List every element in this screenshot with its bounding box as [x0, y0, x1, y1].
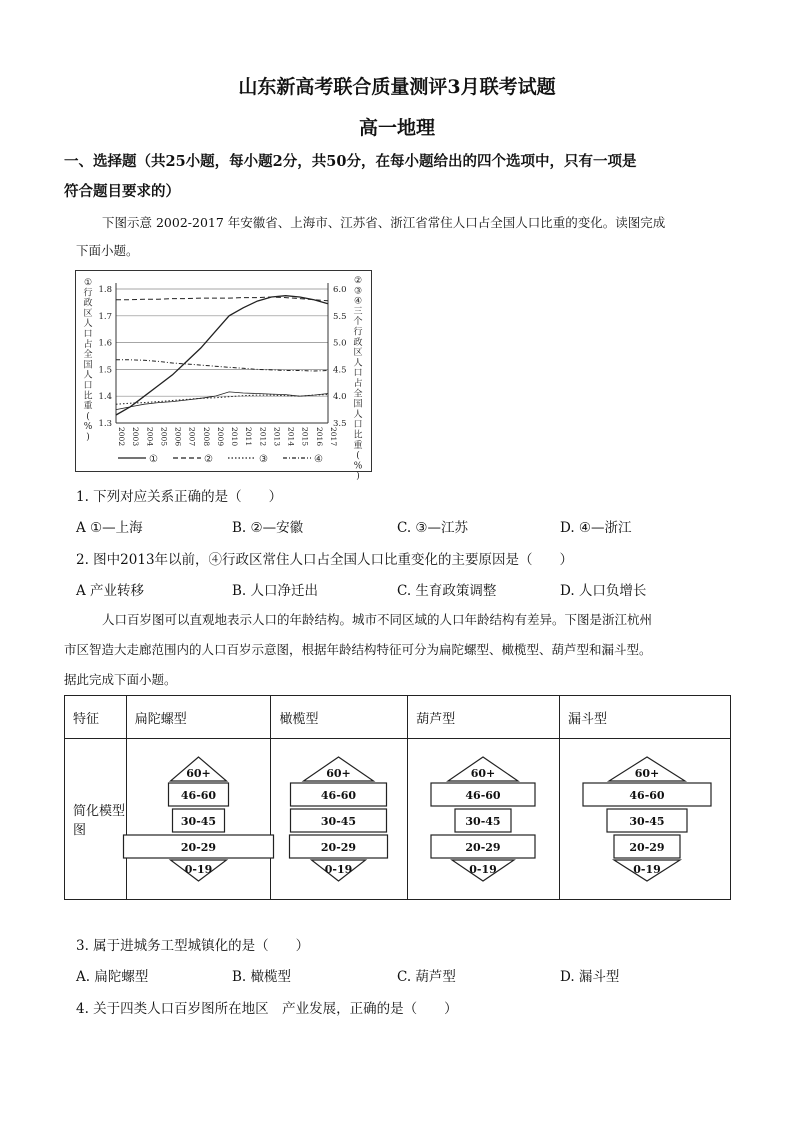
right-axis-label-char: 重 — [353, 440, 363, 451]
right-axis-label-char: 区 — [353, 348, 363, 359]
left-axis-label-char: 全 — [83, 350, 93, 361]
left-tick-label: 1.4 — [98, 392, 112, 403]
x-tick-label: 2016 — [314, 427, 324, 447]
age-label-60-plus: 60+ — [470, 767, 496, 780]
section-heading-line1: 一、选择题（共25小题，每小题2分，共50分，在每小题给出的四个选项中，只有一项是 — [64, 153, 637, 170]
left-axis-label-char: % — [83, 422, 93, 433]
table-header-row — [65, 696, 731, 739]
table-row — [65, 739, 731, 900]
left-tick-label: 1.5 — [98, 365, 112, 376]
pyramid-cell-funnel — [560, 739, 731, 900]
right-axis-label-char: % — [353, 461, 363, 472]
x-tick-label: 2011 — [244, 427, 254, 447]
right-axis-label-char: ③ — [353, 286, 363, 297]
x-tick-label: 2014 — [286, 427, 296, 447]
age-label-60-plus: 60+ — [326, 767, 352, 780]
x-tick-label: 2013 — [272, 427, 282, 447]
right-axis-label-char: 国 — [353, 399, 363, 410]
right-axis-label-char: 口 — [353, 420, 363, 431]
table-header-funnel: 漏斗型 — [560, 696, 731, 739]
q3-option-d[interactable]: D. 漏斗型 — [560, 969, 620, 985]
x-tick-label: 2017 — [329, 427, 338, 447]
q2-option-a[interactable]: A 产业转移 — [76, 583, 145, 599]
left-tick-label: 1.6 — [98, 338, 112, 349]
age-label-0-19: 0-19 — [184, 863, 213, 876]
right-tick-label: 4.5 — [333, 365, 347, 376]
left-axis-label-char: 区 — [83, 308, 93, 319]
age-label-0-19: 0-19 — [633, 863, 661, 876]
left-axis-label-char: 重 — [83, 401, 93, 412]
x-tick-label: 2008 — [201, 427, 211, 447]
left-tick-label: 1.3 — [98, 419, 112, 429]
table-header-feature: 特征 — [65, 696, 127, 739]
table-header-olive: 橄榄型 — [271, 696, 408, 739]
age-label-30-45: 30-45 — [629, 815, 665, 828]
right-axis-label-char: 比 — [353, 430, 363, 441]
legend-label: ② — [204, 454, 213, 465]
x-tick-label: 2006 — [173, 427, 183, 447]
q1-option-c[interactable]: C. ③—江苏 — [397, 520, 469, 536]
age-label-46-60: 46-60 — [629, 789, 665, 802]
pyramid-gourd-diagram — [408, 739, 554, 895]
q1-option-a[interactable]: A ①—上海 — [76, 520, 143, 536]
left-axis-label-char: 国 — [83, 360, 93, 371]
age-structure-table — [64, 695, 731, 900]
x-tick-label: 2004 — [145, 427, 155, 447]
age-label-60-plus: 60+ — [634, 767, 660, 780]
right-axis-label-char: 全 — [353, 389, 363, 400]
x-tick-label: 2005 — [159, 427, 169, 447]
q2-option-c[interactable]: C. 生育政策调整 — [397, 583, 497, 599]
q3-stem: 3. 属于进城务工型城镇化的是（ ） — [76, 938, 310, 954]
pyramid-olive-diagram — [271, 739, 402, 895]
age-label-46-60: 46-60 — [465, 789, 501, 802]
left-axis-label-char: 人 — [83, 370, 93, 381]
intro1-line1: 下图示意 2002-2017 年安徽省、上海市、江苏省、浙江省常住人口占全国人口比重的变化。读图完成 — [102, 215, 666, 230]
q1-option-d[interactable]: D. ④—浙江 — [560, 520, 632, 536]
right-axis-label-char: ② — [353, 276, 363, 286]
age-label-30-45: 30-45 — [180, 815, 216, 828]
q3-option-c[interactable]: C. 葫芦型 — [397, 969, 456, 985]
legend-label: ④ — [314, 454, 323, 465]
right-axis-label-char: 人 — [353, 409, 363, 420]
left-axis-label-char: 口 — [83, 329, 93, 340]
x-tick-label: 2010 — [230, 427, 240, 447]
left-axis-label-char: 比 — [83, 391, 93, 402]
left-axis-label-char: 人 — [83, 319, 93, 330]
pyramid-top-diagram — [127, 739, 266, 895]
right-axis-label-char: 占 — [353, 379, 363, 389]
q2-option-b[interactable]: B. 人口净迁出 — [232, 583, 319, 599]
x-tick-label: 2007 — [187, 427, 197, 447]
left-axis-label-char: 占 — [83, 339, 93, 350]
pyramid-funnel-diagram — [560, 739, 730, 895]
q3-option-b[interactable]: B. 橄榄型 — [232, 969, 292, 985]
left-axis-label-char: 行 — [83, 288, 93, 299]
q1-stem: 1. 下列对应关系正确的是（ ） — [76, 489, 283, 505]
chart-svg — [76, 271, 371, 482]
series-line-② — [116, 297, 328, 301]
age-label-0-19: 0-19 — [325, 863, 353, 876]
age-label-46-60: 46-60 — [180, 789, 216, 802]
exam-title: 山东新高考联合质量测评3月联考试题 — [238, 76, 556, 98]
series-line-extra — [116, 392, 328, 410]
right-tick-label: 4.0 — [333, 392, 347, 403]
x-tick-label: 2002 — [117, 427, 126, 447]
table-row-label: 简化模型图 — [65, 739, 127, 900]
right-axis-label-char: ) — [356, 471, 360, 482]
table-header-top: 扁陀螺型 — [126, 696, 271, 739]
right-tick-label: 5.0 — [333, 338, 347, 349]
x-tick-label: 2003 — [131, 427, 141, 447]
legend-label: ③ — [259, 454, 268, 465]
left-tick-label: 1.7 — [98, 311, 112, 322]
age-label-60-plus: 60+ — [185, 767, 211, 780]
right-tick-label: 6.0 — [333, 285, 347, 295]
table-header-gourd: 葫芦型 — [408, 696, 560, 739]
x-tick-label: 2015 — [300, 427, 310, 447]
age-label-20-29: 20-29 — [321, 841, 357, 854]
age-label-30-45: 30-45 — [465, 815, 501, 828]
left-axis-label-char: 口 — [83, 381, 93, 391]
age-label-20-29: 20-29 — [465, 841, 501, 854]
right-axis-label-char: ( — [356, 451, 360, 462]
left-axis-label-char: ) — [86, 432, 90, 443]
intro1-line2: 下面小题。 — [76, 243, 139, 258]
q3-option-a[interactable]: A. 扁陀螺型 — [76, 969, 149, 985]
right-tick-label: 3.5 — [333, 419, 347, 429]
intro2-line2: 市区智造大走廊范围内的人口百岁示意图，根据年龄结构特征可分为扁陀螺型、橄榄型、葫芦型和漏斗型。 — [64, 642, 652, 657]
right-axis-label-char: 口 — [353, 368, 363, 379]
pyramid-cell-gourd — [408, 739, 560, 900]
right-axis-label-char: 政 — [353, 337, 363, 348]
pyramid-cell-top — [126, 739, 271, 900]
left-tick-label: 1.8 — [98, 285, 112, 295]
legend-label: ① — [149, 454, 158, 465]
intro2-line1: 人口百岁图可以直观地表示人口的年龄结构。城市不同区域的人口年龄结构有差异。下图是浙江杭州 — [102, 612, 653, 627]
population-share-chart — [75, 270, 372, 482]
left-axis-label-char: ① — [83, 278, 93, 288]
q1-option-b[interactable]: B. ②—安徽 — [232, 520, 304, 536]
x-tick-label: 2009 — [215, 427, 225, 447]
right-axis-label-char: 个 — [353, 317, 363, 328]
age-label-30-45: 30-45 — [321, 815, 357, 828]
left-axis-label-char: 政 — [83, 298, 93, 309]
age-label-20-29: 20-29 — [629, 841, 665, 854]
right-axis-label-char: ④ — [353, 296, 363, 307]
pyramid-cell-olive — [271, 739, 408, 900]
x-tick-label: 2012 — [258, 427, 268, 447]
q2-option-d[interactable]: D. 人口负增长 — [560, 583, 647, 599]
q2-stem: 2. 图中2013年以前，④行政区常住人口占全国人口比重变化的主要原因是（ ） — [76, 552, 574, 568]
right-axis-label-char: 行 — [353, 327, 363, 338]
right-axis-label-char: 三 — [353, 306, 363, 317]
left-axis-label-char: ( — [86, 411, 90, 422]
age-label-0-19: 0-19 — [469, 863, 497, 876]
right-axis-label-char: 人 — [353, 358, 363, 369]
age-label-20-29: 20-29 — [180, 841, 216, 854]
right-tick-label: 5.5 — [333, 311, 347, 322]
section-heading-line2: 符合题目要求的） — [64, 183, 180, 200]
subject-title: 高一地理 — [358, 117, 435, 139]
intro2-line3: 据此完成下面小题。 — [64, 672, 177, 687]
age-label-46-60: 46-60 — [321, 789, 357, 802]
q4-stem: 4. 关于四类人口百岁图所在地区 产业发展，正确的是（ ） — [76, 1001, 458, 1017]
